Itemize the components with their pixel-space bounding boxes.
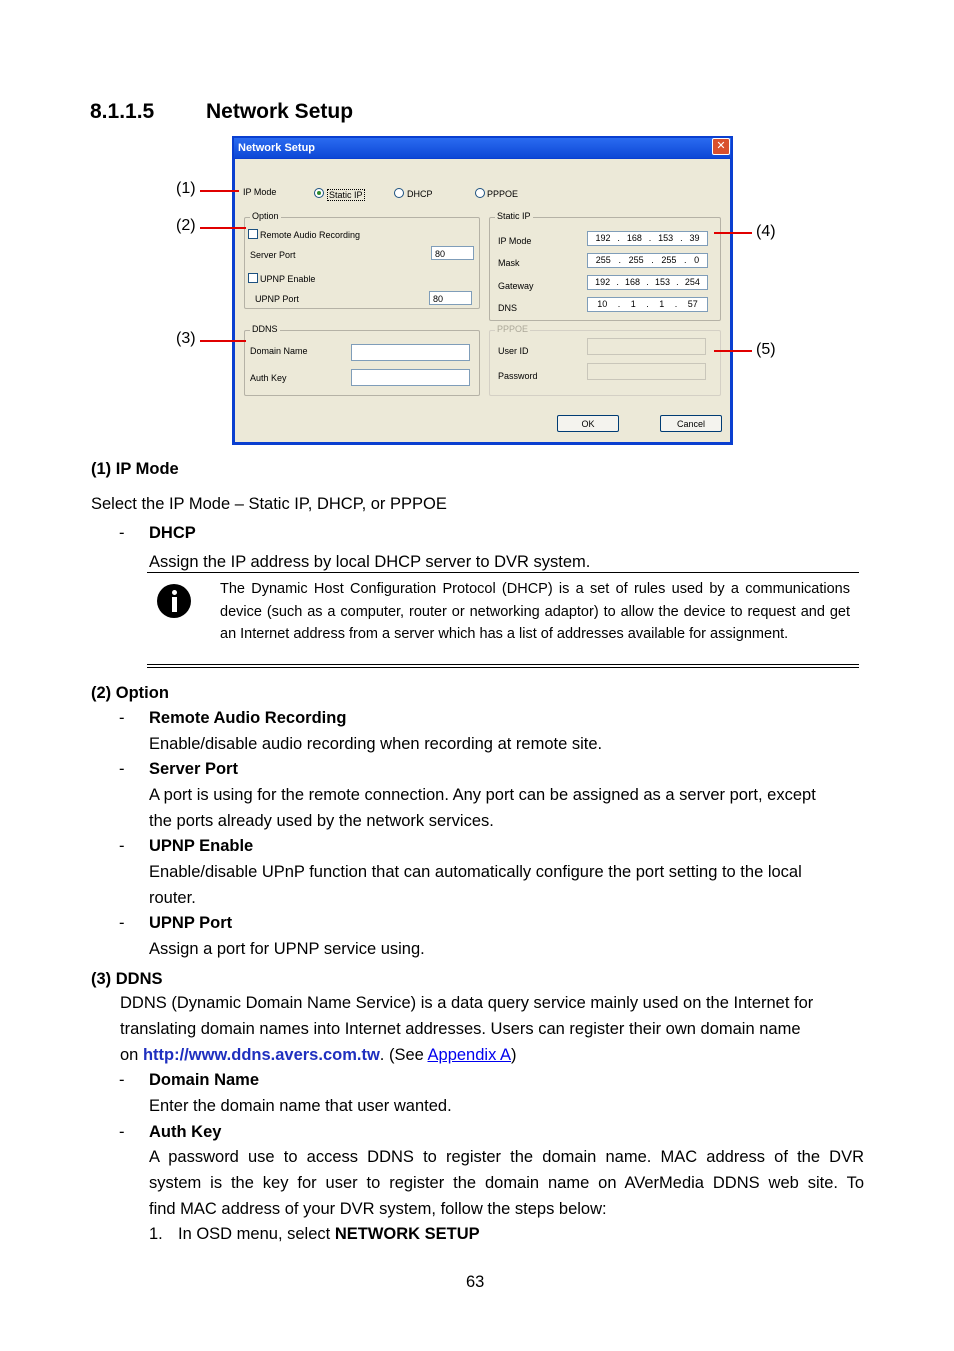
dns-octet: 1 bbox=[630, 299, 636, 309]
upnp-enable-text: router. bbox=[149, 889, 196, 907]
ok-button[interactable]: OK bbox=[557, 415, 619, 432]
mask-input[interactable]: 255 . 255 . 255 . 0 bbox=[587, 253, 708, 268]
step-bold: NETWORK SETUP bbox=[334, 1225, 480, 1243]
step-pre: In OSD menu, select bbox=[178, 1225, 331, 1243]
ip-octet: 153 bbox=[658, 233, 674, 243]
section-number: 8.1.1.5 bbox=[90, 100, 155, 123]
dns-octet: 57 bbox=[687, 299, 698, 309]
dns-octet: 10 bbox=[597, 299, 608, 309]
upnp-port-text: Assign a port for UPNP service using. bbox=[149, 940, 425, 958]
dns-octet: 1 bbox=[659, 299, 665, 309]
ip-address-input[interactable]: 192 . 168 . 153 . 39 bbox=[587, 231, 708, 246]
appendix-link[interactable]: Appendix A bbox=[427, 1046, 511, 1064]
gateway-field-label: Gateway bbox=[498, 281, 534, 291]
pppoe-radio[interactable] bbox=[475, 188, 485, 198]
ip-octet: 39 bbox=[689, 233, 700, 243]
callout-line bbox=[200, 190, 239, 192]
remote-audio-checkbox[interactable] bbox=[248, 229, 258, 239]
note-box bbox=[147, 572, 859, 668]
mask-octet: 255 bbox=[595, 255, 611, 265]
password-label: Password bbox=[498, 371, 538, 381]
dhcp-text: Assign the IP address by local DHCP server to DVR system. bbox=[149, 553, 591, 571]
mask-octet: 255 bbox=[661, 255, 677, 265]
note-rule bbox=[147, 572, 859, 573]
ddns-text: ) bbox=[511, 1046, 517, 1064]
ddns-text: . (See bbox=[379, 1046, 424, 1064]
domain-name-input[interactable] bbox=[351, 344, 470, 361]
bullet-dash: - bbox=[119, 709, 125, 727]
bullet-dash: - bbox=[119, 837, 125, 855]
callout-3: (3) bbox=[176, 330, 196, 347]
ddns-group bbox=[244, 324, 480, 396]
auth-key-text: system is the key for user to register the domain name on AVerMedia DDNS web site. To bbox=[149, 1174, 864, 1192]
ddns-text: DDNS (Dynamic Domain Name Service) is a data query service mainly used on the Internet for bbox=[120, 994, 814, 1012]
callout-1: (1) bbox=[176, 180, 196, 197]
static-ip-label: Static IP bbox=[329, 190, 363, 200]
upnp-enable-label: UPNP Enable bbox=[260, 274, 316, 284]
domain-name-title: Domain Name bbox=[149, 1071, 260, 1089]
dialog-title: Network Setup bbox=[238, 142, 316, 154]
gateway-octet: 192 bbox=[595, 277, 611, 287]
note-rule bbox=[147, 664, 859, 665]
callout-line bbox=[200, 227, 246, 229]
dialog-body bbox=[235, 159, 730, 442]
ip-octet: 192 bbox=[595, 233, 611, 243]
remote-audio-label: Remote Audio Recording bbox=[260, 230, 361, 240]
gateway-octet: 153 bbox=[654, 277, 670, 287]
bullet-dash: - bbox=[119, 524, 125, 542]
ddns-text: on bbox=[120, 1046, 139, 1064]
server-port-text: A port is using for the remote connection. Any port can be assigned as a server port, except bbox=[149, 786, 816, 804]
network-setup-dialog bbox=[232, 136, 733, 445]
upnp-enable-checkbox[interactable] bbox=[248, 273, 258, 283]
dns-field-label: DNS bbox=[498, 303, 518, 313]
ip-mode-field-label: IP Mode bbox=[498, 236, 532, 246]
static-ip-radio[interactable] bbox=[314, 188, 324, 198]
upnp-port-label: UPNP Port bbox=[255, 294, 299, 304]
section-title: Network Setup bbox=[206, 100, 354, 123]
step-number: 1. bbox=[149, 1225, 163, 1243]
server-port-text: the ports already used by the network services. bbox=[149, 812, 494, 830]
auth-key-text: find MAC address of your DVR system, follow the steps below: bbox=[149, 1200, 607, 1218]
callout-4: (4) bbox=[756, 223, 776, 240]
mask-octet: 255 bbox=[628, 255, 644, 265]
callout-5: (5) bbox=[756, 341, 776, 358]
gateway-octet: 168 bbox=[625, 277, 641, 287]
callout-line bbox=[714, 232, 752, 234]
remote-audio-title: Remote Audio Recording bbox=[149, 709, 347, 727]
static-ip-legend: Static IP bbox=[497, 211, 531, 221]
callout-2: (2) bbox=[176, 217, 196, 234]
section-heading bbox=[90, 100, 353, 124]
dhcp-label: DHCP bbox=[407, 189, 433, 199]
server-port-input[interactable]: 80 bbox=[431, 246, 474, 260]
password-input[interactable] bbox=[587, 363, 706, 380]
bullet-dash: - bbox=[119, 1123, 125, 1141]
server-port-title: Server Port bbox=[149, 760, 238, 778]
note-rule bbox=[147, 667, 859, 668]
ipmode-intro: Select the IP Mode – Static IP, DHCP, or PPPOE bbox=[91, 495, 447, 513]
dns-input[interactable]: 10 . 1 . 1 . 57 bbox=[587, 297, 708, 312]
auth-key-title: Auth Key bbox=[149, 1123, 222, 1141]
ddns-text-line3 bbox=[120, 1042, 517, 1068]
gateway-octet: 254 bbox=[684, 277, 700, 287]
callout-line bbox=[200, 340, 246, 342]
remote-audio-text: Enable/disable audio recording when recording at remote site. bbox=[149, 735, 603, 753]
server-port-label: Server Port bbox=[250, 250, 296, 260]
user-id-label: User ID bbox=[498, 346, 529, 356]
dhcp-title: DHCP bbox=[149, 524, 196, 542]
bullet-dash: - bbox=[119, 914, 125, 932]
ddns-text: translating domain names into Internet addresses. Users can register their own domain name bbox=[120, 1020, 801, 1038]
note-text: The Dynamic Host Configuration Protocol (DHCP) is a set of rules used by a communications device (such as a computer, router or networking adaptor) to allow the device to request and get an Internet address from a server which has a list of addresses available for assignment. bbox=[220, 581, 850, 642]
page-number: 63 bbox=[466, 1273, 485, 1291]
upnp-port-input[interactable]: 80 bbox=[429, 291, 472, 305]
domain-name-label: Domain Name bbox=[250, 346, 308, 356]
option-heading: (2) Option bbox=[91, 684, 169, 702]
user-id-input[interactable] bbox=[587, 338, 706, 355]
bullet-dash: - bbox=[119, 1071, 125, 1089]
auth-key-text: A password use to access DDNS to register the domain name. MAC address of the DVR bbox=[149, 1148, 864, 1166]
pppoe-label: PPPOE bbox=[487, 189, 519, 199]
mask-octet: 0 bbox=[694, 255, 700, 265]
auth-key-input[interactable] bbox=[351, 369, 470, 386]
ipmode-heading: (1) IP Mode bbox=[91, 460, 179, 478]
upnp-enable-text: Enable/disable UPnP function that can automatically configure the port setting to the local bbox=[149, 863, 802, 881]
dhcp-radio[interactable] bbox=[394, 188, 404, 198]
cancel-button[interactable]: Cancel bbox=[660, 415, 722, 432]
mask-field-label: Mask bbox=[498, 258, 520, 268]
info-icon bbox=[157, 584, 191, 618]
option-legend: Option bbox=[252, 211, 279, 221]
callout-line bbox=[714, 350, 752, 352]
gateway-input[interactable]: 192 . 168 . 153 . 254 bbox=[587, 275, 708, 290]
upnp-enable-title: UPNP Enable bbox=[149, 837, 254, 855]
auth-key-label: Auth Key bbox=[250, 373, 287, 383]
bullet-dash: - bbox=[119, 760, 125, 778]
ip-mode-label: IP Mode bbox=[243, 187, 277, 197]
ip-octet: 168 bbox=[626, 233, 642, 243]
upnp-port-title: UPNP Port bbox=[149, 914, 233, 932]
ddns-url[interactable]: http://www.ddns.avers.com.tw bbox=[142, 1046, 380, 1064]
pppoe-legend: PPPOE bbox=[497, 324, 529, 334]
dialog-titlebar bbox=[234, 138, 731, 158]
domain-name-text: Enter the domain name that user wanted. bbox=[149, 1097, 452, 1115]
close-icon[interactable]: ✕ bbox=[712, 138, 730, 155]
ddns-heading: (3) DDNS bbox=[91, 970, 163, 988]
step-text bbox=[178, 1221, 480, 1247]
ddns-legend: DDNS bbox=[252, 324, 278, 334]
